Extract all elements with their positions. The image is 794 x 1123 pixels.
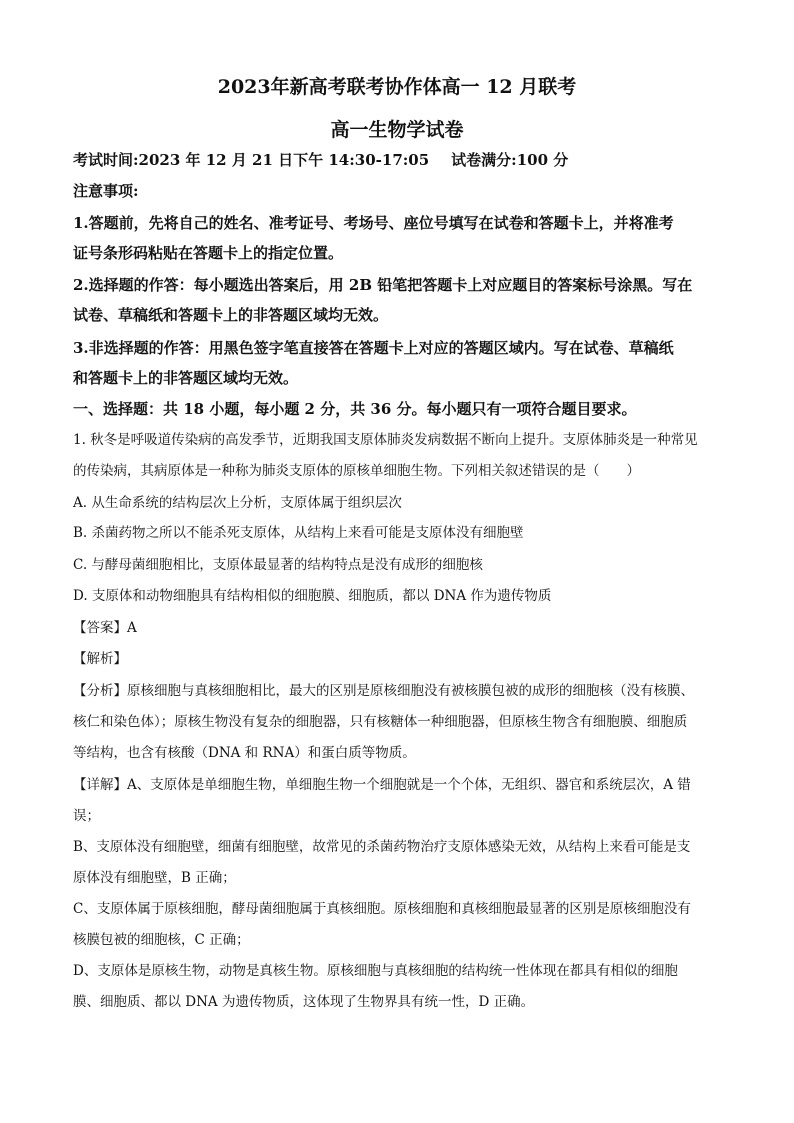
analysis-line: 核仁和染色体）；原核生物没有复杂的细胞器，只有核糖体一种细胞器，但原核生物含有细胞膜、细胞质 bbox=[73, 714, 688, 730]
detail-line: 【详解】A、支原体是单细胞生物，单细胞生物一个细胞就是一个个体，无组织、器官和系统层次，A 错 bbox=[73, 777, 691, 793]
analysis-label: 【解析】 bbox=[73, 651, 127, 667]
exam-subtitle: 高一生物学试卷 bbox=[330, 119, 464, 141]
section-heading: 一、选择题：共 18 小题，每小题 2 分，共 36 分。每小题只有一项符合题目要求。 bbox=[73, 400, 637, 418]
option-c: C. 与酵母菌细胞相比，支原体最显著的结构特点是没有成形的细胞核 bbox=[73, 557, 483, 573]
notice-line: 1.答题前，先将自己的姓名、准考证号、考场号、座位号填写在试卷和答题卡上，并将准考 bbox=[73, 214, 674, 232]
detail-line: C、支原体属于原核细胞，酵母菌细胞属于真核细胞。原核细胞和真核细胞最显著的区别是原核细胞没有 bbox=[73, 901, 691, 917]
option-b: B. 杀菌药物之所以不能杀死支原体，从结构上来看可能是支原体没有细胞壁 bbox=[73, 525, 524, 541]
detail-line: B、支原体没有细胞壁，细菌有细胞壁，故常见的杀菌药物治疗支原体感染无效，从结构上来看可能是支 bbox=[73, 839, 691, 855]
notice-line: 试卷、草稿纸和答题卡上的非答题区域均无效。 bbox=[73, 306, 389, 324]
detail-line: 膜、细胞质、都以 DNA 为遗传物质，这体现了生物界具有统一性，D 正确。 bbox=[73, 994, 535, 1010]
detail-line: 核膜包被的细胞核，C 正确； bbox=[73, 932, 250, 948]
exam-time: 考试时间:2023 年 12 月 21 日下午 14:30-17:05 bbox=[73, 151, 430, 169]
detail-line: 误； bbox=[73, 808, 100, 824]
analysis-line: 等结构，也含有核酸（DNA 和 RNA）和蛋白质等物质。 bbox=[73, 745, 416, 761]
question-stem-line: 1. 秋冬是呼吸道传染病的高发季节，近期我国支原体肺炎发病数据不断向上提升。支原体肺炎是一种常见 bbox=[73, 432, 698, 448]
exam-full-score: 试卷满分:100 分 bbox=[451, 151, 569, 169]
exam-info bbox=[73, 150, 723, 170]
notice-heading: 注意事项: bbox=[73, 182, 139, 200]
notice-line: 证号条形码粘贴在答题卡上的指定位置。 bbox=[73, 244, 344, 262]
option-a: A. 从生命系统的结构层次上分析，支原体属于组织层次 bbox=[73, 495, 402, 511]
question-stem-line: 的传染病，其病原体是一种称为肺炎支原体的原核单细胞生物。下列相关叙述错误的是（ ） bbox=[73, 463, 640, 479]
notice-line: 2.选择题的作答：每小题选出答案后，用 2B 铅笔把答题卡上对应题目的答案标号涂黑。写在 bbox=[73, 276, 693, 294]
detail-line: D、支原体是原核生物，动物是真核生物。原核细胞与真核细胞的结构统一性体现在都具有相似的细胞 bbox=[73, 963, 678, 979]
analysis-line: 【分析】原核细胞与真核细胞相比，最大的区别是原核细胞没有被核膜包被的成形的细胞核（没有核膜、 bbox=[73, 683, 694, 699]
notice-line: 3.非选择题的作答：用黑色签字笔直接答在答题卡上对应的答题区域内。写在试卷、草稿纸 bbox=[73, 339, 674, 357]
option-d: D. 支原体和动物细胞具有结构相似的细胞膜、细胞质，都以 DNA 作为遗传物质 bbox=[73, 588, 552, 604]
detail-line: 原体没有细胞壁，B 正确； bbox=[73, 870, 236, 886]
notice-line: 和答题卡上的非答题区域均无效。 bbox=[73, 369, 299, 387]
answer-line: 【答案】A bbox=[73, 620, 137, 636]
exam-title: 2023年新高考联考协作体高一 12 月联考 bbox=[217, 76, 577, 98]
